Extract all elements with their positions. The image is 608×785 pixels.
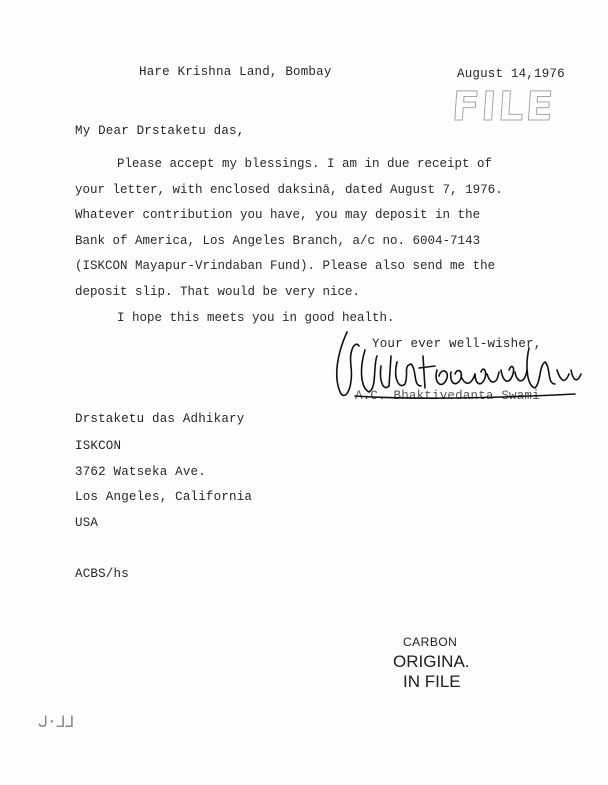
body-line: (ISKCON Mayapur-Vrindaban Fund). Please also send me the [75, 259, 496, 274]
handwritten-signature [325, 326, 585, 406]
typist-initials: ACBS/hs [75, 567, 129, 581]
recipient-country: USA [75, 516, 99, 530]
signatory-name: A.C. Bhaktivedanta Swami [355, 389, 540, 403]
recipient-org: ISKCON [75, 439, 122, 453]
body-line: Bank of America, Los Angeles Branch, a/c no. 6004-7143 [75, 233, 481, 248]
recipient-street: 3762 Watseka Ave. [75, 465, 206, 479]
body-line: deposit slip. That would be very nice. [75, 284, 361, 299]
margin-mark: ᒍ·ᒧᒧ [38, 712, 74, 731]
body-line: I hope this meets you in good health. [117, 310, 395, 325]
salutation: My Dear Drstaketu das, [75, 124, 245, 138]
body-line: your letter, with enclosed daksinā, dated August 7, 1976. [75, 182, 503, 197]
closing: Your ever well-wisher, [372, 337, 542, 351]
body-line: Please accept my blessings. I am in due receipt of [117, 157, 493, 171]
file-stamp: FILE [450, 84, 557, 130]
carbon-stamp-line1: CARBON [403, 635, 458, 649]
letter-body [75, 152, 535, 331]
letter-date: August 14,1976 [457, 67, 565, 81]
recipient-name: Drstaketu das Adhikary [75, 412, 245, 426]
recipient-city: Los Angeles, California [75, 490, 253, 504]
carbon-stamp-line2: ORIGINA. [393, 652, 470, 671]
carbon-stamp-line3: IN FILE [403, 672, 461, 691]
letterhead-location: Hare Krishna Land, Bombay [139, 65, 332, 79]
body-line: Whatever contribution you have, you may deposit in the [75, 208, 481, 223]
